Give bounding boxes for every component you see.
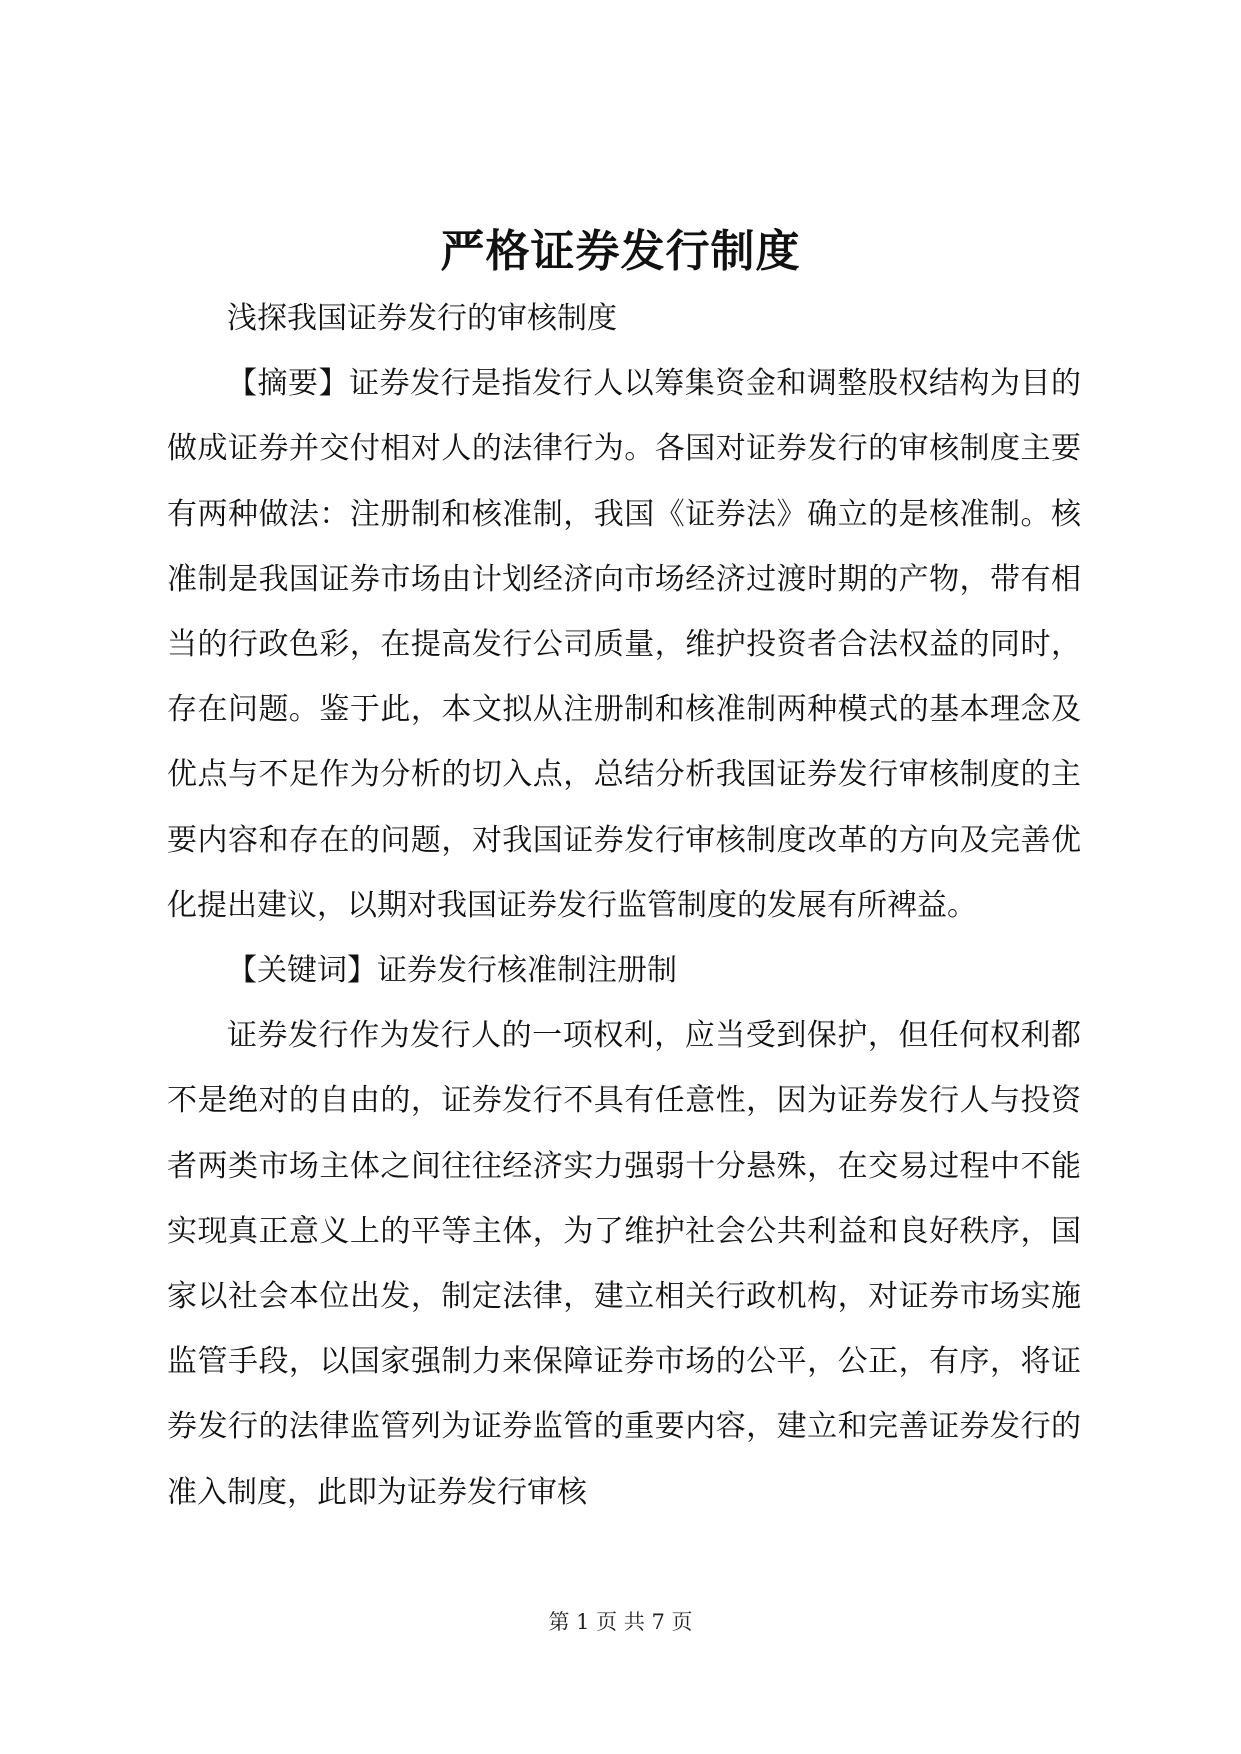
page-footer: 第 1 页 共 7 页 [548, 1610, 693, 1634]
abstract-paragraph: 【摘要】证券发行是指发行人以筹集资金和调整股权结构为目的做成证券并交付相对人的法律行为。各国对证券发行的审核制度主要有两种做法：注册制和核准制，我国《证券法》确立的是核准制。核准制是我国证券市场由计划经济向市场经济过渡时期的产物，带有相当的行政色彩，在提高发行公司质量，维护投资者合法权益的同时，存在问题。鉴于此，本文拟从注册制和核准制两种模式的基本理念及优点与不足作为分析的切入点，总结分析我国证券发行审核制度的主要内容和存在的问题，对我国证券发行审核制度改革的方向及完善优化提出建议，以期对我国证券发行监管制度的发展有所裨益。 [167, 366, 1081, 923]
subtitle-paragraph: 浅探我国证券发行的审核制度 [227, 301, 617, 336]
body-paragraph: 证券发行作为发行人的一项权利，应当受到保护，但任何权利都不是绝对的自由的，证券发行不具有任意性，因为证券发行人与投资者两类市场主体之间往往经济实力强弱十分悬殊，在交易过程中不能实现真正意义上的平等主体，为了维护社会公共利益和良好秩序，国家以社会本位出发，制定法律，建立相关行政机构，对证券市场实施监管手段，以国家强制力来保障证券市场的公平，公正，有序，将证券发行的法律监管列为证券监管的重要内容，建立和完善证券发行的准入制度，此即为证券发行审核 [167, 1018, 1081, 1510]
keywords-paragraph: 【关键词】证券发行核准制注册制 [227, 953, 677, 989]
document-title: 严格证券发行制度 [440, 226, 801, 277]
document-body [167, 286, 1081, 1525]
